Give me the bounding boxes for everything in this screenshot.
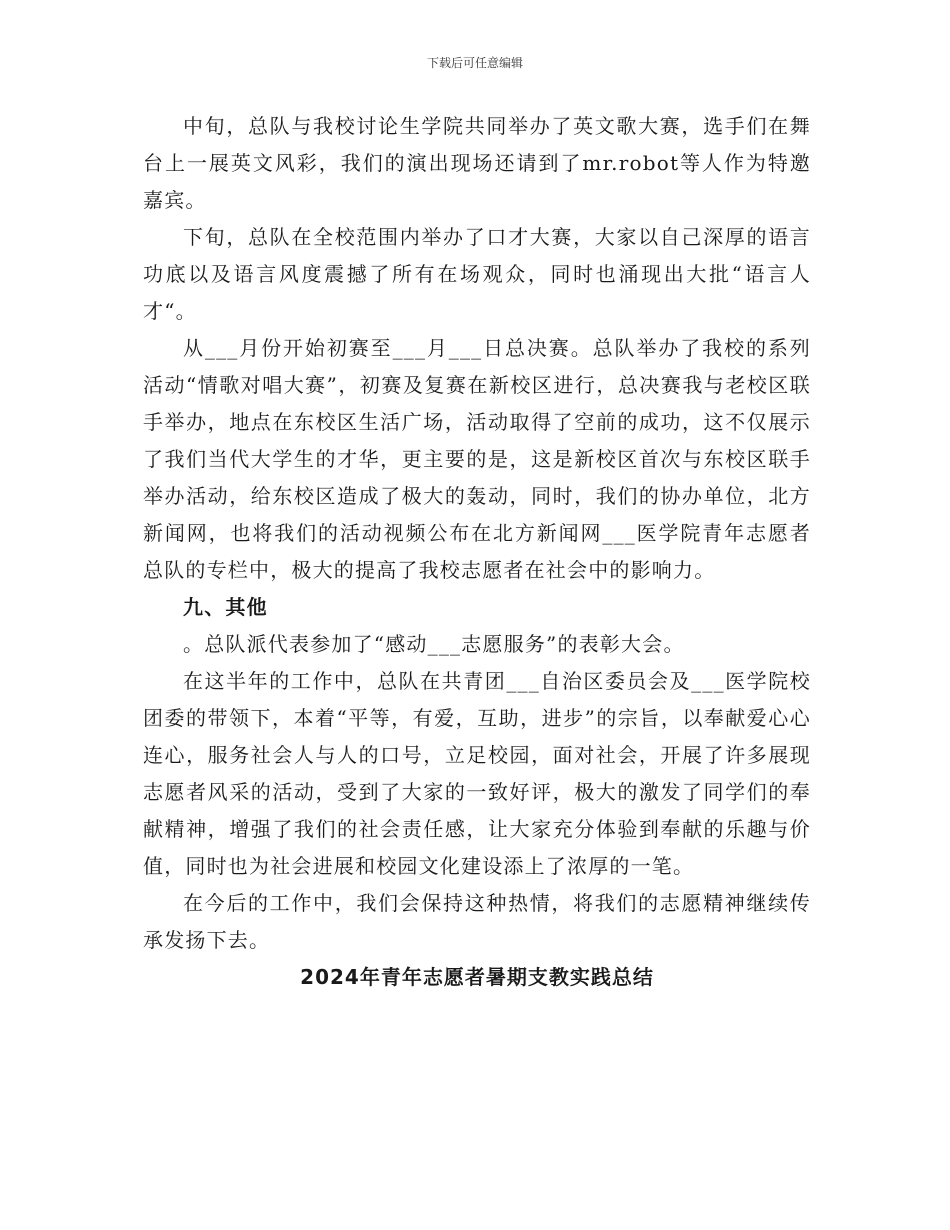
paragraph-english-song-contest: 中旬，总队与我校讨论生学院共同举办了英文歌大赛，选手们在舞台上一展英文风彩，我们的演出现场还请到了mr.robot等人作为特邀嘉宾。 <box>143 114 811 212</box>
paragraph-eloquence-contest: 下旬，总队在全校范围内举办了口才大赛，大家以自己深厚的语言功底以及语言风度震撼了所有在场观众，同时也涌现出大批“语言人才“。 <box>143 225 811 323</box>
paragraph-future-work: 在今后的工作中，我们会保持这种热情，将我们的志愿精神继续传承发扬下去。 <box>143 891 811 952</box>
paragraph-love-song-duet: 从___月份开始初赛至___月___日总决赛。总队举办了我校的系列活动“情歌对唱大赛”，初赛及复赛在新校区进行，总决赛我与老校区联手举办，地点在东校区生活广场，活动取得了空前的成功，这不仅展示了我们当代大学生的才华，更主要的是，这是新校区首次与东校区联手举办活动，给东校区造成了极大的轰动，同时，我们的协办单位，北方新闻网，也将我们的活动视频公布在北方新闻网___医学院青年志愿者总队的专栏中，极大的提高了我校志愿者在社会中的影响力。 <box>143 336 811 582</box>
document-body <box>143 108 811 996</box>
section-heading-other: 九、其他 <box>183 595 268 619</box>
next-document-title: 2024年青年志愿者暑期支教实践总结 <box>300 965 654 989</box>
header-note: 下载后可任意编辑 <box>426 56 523 70</box>
paragraph-half-year-summary: 在这半年的工作中，总队在共青团___自治区委员会及___医学院校团委的带领下，本着“平等，有爱，互助，进步”的宗旨，以奉献爱心心连心，服务社会人与人的口号，立足校园，面对社会，开展了许多展现志愿者风采的活动，受到了大家的一致好评，极大的激发了同学们的奉献精神，增强了我们的社会责任感，让大家充分体验到奉献的乐趣与价值，同时也为社会进展和校园文化建设添上了浓厚的一笔。 <box>143 669 811 878</box>
paragraph-commendation: 。总队派代表参加了“感动___志愿服务”的表彰大会。 <box>183 632 685 656</box>
